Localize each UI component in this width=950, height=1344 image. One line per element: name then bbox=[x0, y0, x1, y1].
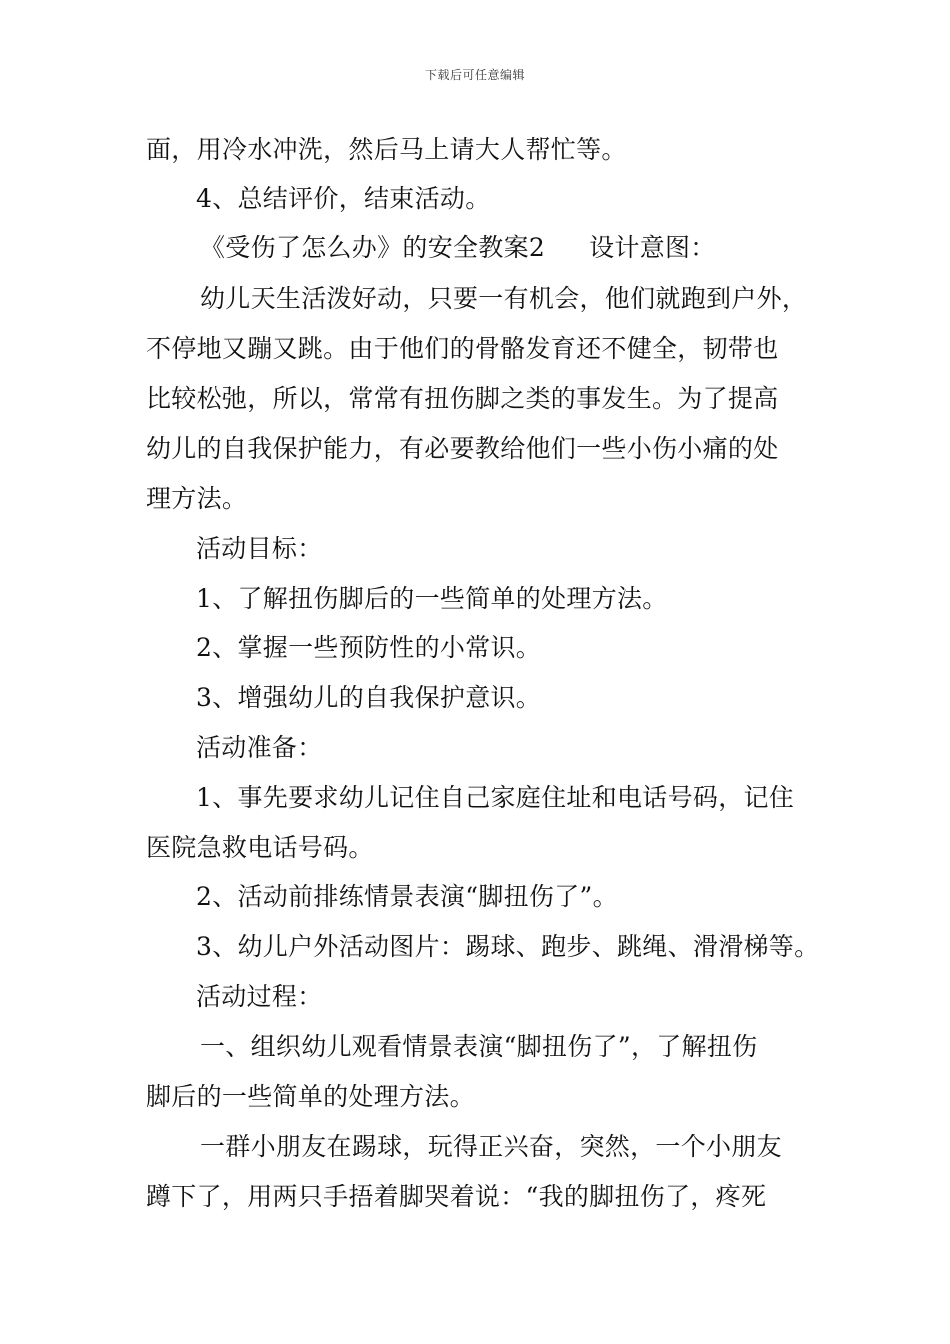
page-header: 下载后可任意编辑 bbox=[424, 68, 525, 82]
section-heading: 活动准备： bbox=[196, 733, 323, 762]
list-item: 1、事先要求幼儿记住自己家庭住址和电话号码，记住 bbox=[196, 783, 795, 812]
paragraph-line: 4、总结评价，结束活动。 bbox=[196, 184, 491, 213]
paragraph-line: 蹲下了，用两只手捂着脚哭着说：“我的脚扭伤了，疼死 bbox=[146, 1182, 767, 1211]
paragraph-line: 幼儿天生活泼好动，只要一有机会，他们就跑到户外， bbox=[200, 284, 808, 313]
paragraph-line: 脚后的一些简单的处理方法。 bbox=[146, 1082, 475, 1111]
list-item: 3、幼儿户外活动图片：踢球、跑步、跳绳、滑滑梯等。 bbox=[196, 932, 820, 961]
paragraph-line: 一、组织幼儿观看情景表演“脚扭伤了”，了解扭伤 bbox=[200, 1032, 758, 1061]
lesson-title: 《受伤了怎么办》的安全教案2 bbox=[200, 233, 546, 262]
paragraph-line: 不停地又蹦又跳。由于他们的骨骼发育还不健全，韧带也 bbox=[146, 334, 779, 363]
paragraph-line: 一群小朋友在踢球，玩得正兴奋，突然，一个小朋友 bbox=[200, 1132, 782, 1161]
list-item: 2、掌握一些预防性的小常识。 bbox=[196, 633, 542, 662]
section-title-line bbox=[200, 232, 880, 264]
section-heading: 活动过程： bbox=[196, 982, 323, 1011]
paragraph-line: 比较松弛，所以，常常有扭伤脚之类的事发生。为了提高 bbox=[146, 384, 779, 413]
list-item: 2、活动前排练情景表演“脚扭伤了”。 bbox=[196, 882, 618, 911]
list-item: 3、增强幼儿的自我保护意识。 bbox=[196, 683, 542, 712]
paragraph-line: 理方法。 bbox=[146, 484, 248, 513]
list-item: 1、了解扭伤脚后的一些简单的处理方法。 bbox=[196, 584, 668, 613]
paragraph-line: 幼儿的自我保护能力，有必要教给他们一些小伤小痛的处 bbox=[146, 434, 779, 463]
section-heading: 活动目标： bbox=[196, 534, 323, 563]
list-item-continuation: 医院急救电话号码。 bbox=[146, 833, 374, 862]
paragraph-line: 面，用冷水冲洗，然后马上请大人帮忙等。 bbox=[146, 135, 627, 164]
design-intent-label: 设计意图： bbox=[589, 233, 716, 262]
